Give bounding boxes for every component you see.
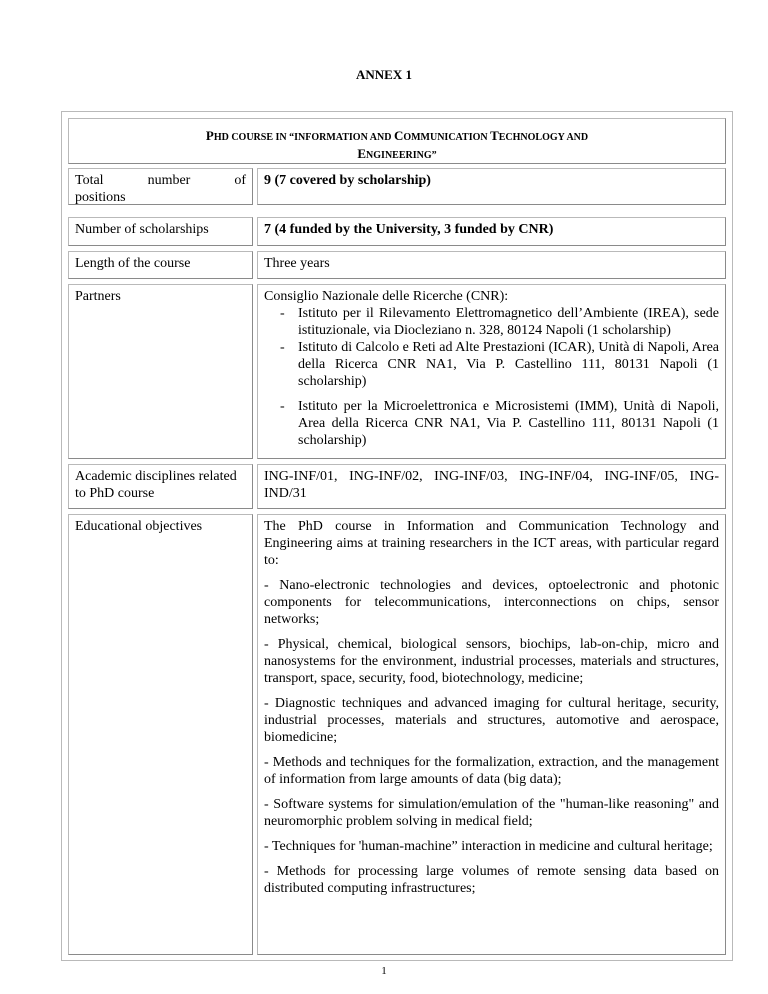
course-heading-line1: PHD COURSE IN “INFORMATION AND COMMUNICATION TECHNOLOGY AND — [205, 128, 589, 143]
length-value: Three years — [257, 251, 726, 279]
length-label: Length of the course — [68, 251, 253, 279]
annex-title: ANNEX 1 — [356, 67, 412, 82]
positions-label-line1: Total number of — [75, 173, 246, 188]
positions-label — [68, 168, 253, 205]
disciplines-label: Academic disciplines related to PhD course — [68, 464, 253, 509]
course-heading-line2: ENGINEERING” — [357, 146, 437, 161]
objectives-paragraph: - Methods and techniques for the formalization, extraction, and the management of information from large amounts of data (big data); — [264, 755, 719, 787]
page-number: 1 — [381, 965, 387, 977]
list-item: - Istituto per la Microelettronica e Microsistemi (IMM), Unità di Napoli, Area della Ricerca CNR NA1, Via P. Castellino 111, 80131 Napoli (1 scholarship) — [280, 399, 719, 448]
objectives-paragraph: - Diagnostic techniques and advanced imaging for cultural heritage, security, industrial processes, materials and structures, automotive and aerospace, biomedicine; — [264, 696, 719, 745]
objectives-paragraph: - Software systems for simulation/emulation of the "human-like reasoning" and neuromorphic problem solving in medical field; — [264, 797, 719, 829]
list-item: - Istituto per il Rilevamento Elettromagnetico dell’Ambiente (IREA), sede istituzionale, via Diocleziano n. 328, 80124 Napoli (1 scholarship) — [280, 306, 719, 338]
partners-label: Partners — [68, 284, 253, 459]
scholarships-label: Number of scholarships — [68, 217, 253, 246]
positions-value: 9 (7 covered by scholarship) — [257, 168, 726, 205]
objectives-paragraph: - Nano-electronic technologies and devices, optoelectronic and photonic components for telecommunications, interconnections on chips, sensor networks; — [264, 578, 719, 627]
objectives-paragraph: The PhD course in Information and Communication Technology and Engineering aims at training researchers in the ICT areas, with particular regard to: — [264, 519, 719, 568]
disciplines-value: ING-INF/01, ING-INF/02, ING-INF/03, ING-INF/04, ING-INF/05, ING-IND/31 — [257, 464, 726, 509]
objectives-value — [257, 514, 726, 955]
objectives-paragraph: - Methods for processing large volumes of remote sensing data based on distributed computing infrastructures; — [264, 864, 719, 896]
partners-intro: Consiglio Nazionale delle Ricerche (CNR): — [264, 289, 509, 304]
positions-label-line2: positions — [75, 190, 126, 205]
objectives-label: Educational objectives — [68, 514, 253, 955]
course-heading — [68, 118, 726, 164]
objectives-paragraph: - Techniques for 'human-machine” interaction in medicine and cultural heritage; — [264, 839, 713, 854]
partners-value — [257, 284, 726, 459]
objectives-paragraph: - Physical, chemical, biological sensors, biochips, lab-on-chip, micro and nanosystems for the environment, industrial processes, materials and structures, transport, space, security, food, biotechnology, medicine; — [264, 637, 719, 686]
scholarships-value: 7 (4 funded by the University, 3 funded by CNR) — [257, 217, 726, 246]
list-item: - Istituto di Calcolo e Reti ad Alte Prestazioni (ICAR), Unità di Napoli, Area della Ricerca CNR NA1, Via P. Castellino 111, 80131 Napoli (1 scholarship) — [280, 340, 719, 389]
